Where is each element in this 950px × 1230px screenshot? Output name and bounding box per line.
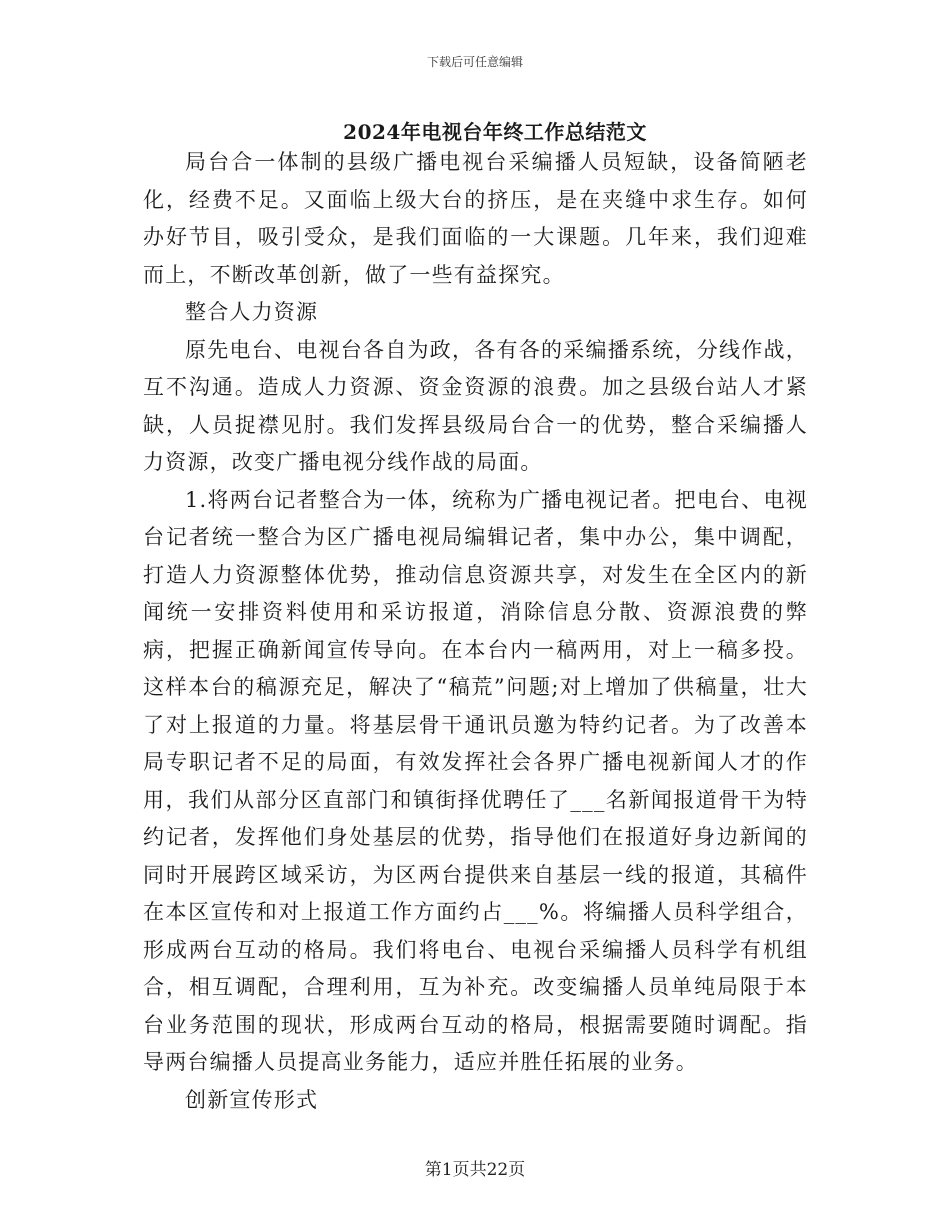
- section-heading-hr: 整合人力资源: [185, 300, 319, 324]
- header-note: 下载后可任意编辑: [426, 55, 523, 69]
- section-heading-innovation: 创新宣传形式: [185, 1087, 319, 1112]
- page-footer: 第1页共22页: [424, 1160, 526, 1180]
- document-title: 2024年电视台年终工作总结范文: [343, 120, 647, 144]
- paragraph-intro: 局台合一体制的县级广播电视台采编播人员短缺，设备简陋老化，经费不足。又面临上级大台的挤压，是在夹缝中求生存。如何办好节目，吸引受众，是我们面临的一大课题。几年来，我们迎难而上，不断改革创新，做了一些有益探究。: [143, 150, 808, 287]
- paragraph-integration: 1.将两台记者整合为一体，统称为广播电视记者。把电台、电视台记者统一整合为区广播电视局编辑记者，集中办公，集中调配，打造人力资源整体优势，推动信息资源共享，对发生在全区内的新闻统一安排资料使用和采访报道，消除信息分散、资源浪费的弊病，把握正确新闻宣传导向。在本台内一稿两用，对上一稿多投。这样本台的稿源充足，解决了“稿荒”问题;对上增加了供稿量，壮大了对上报道的力量。将基层骨干通讯员邀为特约记者。为了改善本局专职记者不足的局面，有效发挥社会各界广播电视新闻人才的作用，我们从部分区直部门和镇街择优聘任了___名新闻报道骨干为特约记者，发挥他们身处基层的优势，指导他们在报道好身边新闻的同时开展跨区域采访，为区两台提供来自基层一线的报道，其稿件在本区宣传和对上报道工作方面约占___%。将编播人员科学组合，形成两台互动的格局。我们将电台、电视台采编播人员科学有机组合，相互调配，合理利用，互为补充。改变编播人员单纯局限于本台业务范围的现状，形成两台互动的格局，根据需要随时调配。指导两台编播人员提高业务能力，适应并胜任拓展的业务。: [143, 487, 808, 1074]
- document-body: [143, 144, 808, 1119]
- paragraph-background: 原先电台、电视台各自为政，各有各的采编播系统，分线作战，互不沟通。造成人力资源、资金资源的浪费。加之县级台站人才紧缺，人员捉襟见肘。我们发挥县级局台合一的优势，整合采编播人力资源，改变广播电视分线作战的局面。: [143, 337, 808, 474]
